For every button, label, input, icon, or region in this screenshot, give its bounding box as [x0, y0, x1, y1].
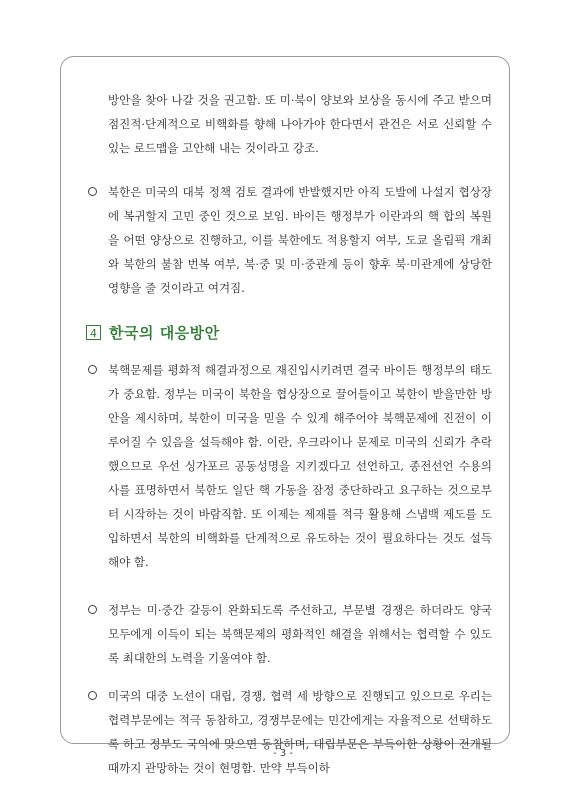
section-number-box: 4 — [86, 325, 101, 340]
bullet-text: 미국의 대중 노선이 대립, 경쟁, 협력 세 방향으로 진행되고 있으므로 우리는 협력부문에는 적극 동참하고, 경쟁부문에는 민간에게는 자율적으로 선택하도록 하고 정부도 국익에 맞으면 동참하며, 대립부문은 부득이한 상황이 전개될 때까지 관망하는 것이 현명함. 만약 부득이하 — [108, 689, 492, 775]
bullet-item — [82, 180, 492, 300]
hollow-circle-bullet-icon — [88, 605, 97, 614]
bullet-item — [82, 598, 492, 670]
page-number: - 3 - — [273, 748, 293, 759]
bullet-text: 북한은 미국의 대북 정책 검토 결과에 반발했지만 아직 도발에 나설지 협상장에 복귀할지 고민 중인 것으로 보임. 바이든 행정부가 이란과의 핵 합의 복원을 어떤 양상으로 진행하고, 이를 북한에도 적용할지 여부, 도쿄 올림픽 개최와 북한의 불참 번복 여부, 북·중 및 미·중관계 등이 향후 북·미관계에 상당한 영향을 줄 것이라고 여겨짐. — [108, 185, 492, 295]
hollow-circle-bullet-icon — [88, 691, 97, 700]
bullet-text: 정부는 미·중간 갈등이 완화되도록 주선하고, 부문별 경쟁은 하더라도 양국 모두에게 이득이 되는 북핵문제의 평화적인 해결을 위해서는 협력할 수 있도록 최대한의 노력을 기울여야 함. — [108, 603, 492, 665]
bullet-item — [82, 684, 492, 780]
continued-paragraph: 방안을 찾아 나갈 것을 권고함. 또 미·북이 양보와 보상을 동시에 주고 받으며 점진적·단계적으로 비핵화를 향해 나아가야 한다면서 관건은 서로 신뢰할 수 있는 로드맵을 고안해 내는 것이라고 강조. — [108, 93, 492, 155]
hollow-circle-bullet-icon — [88, 365, 97, 374]
bullet-item — [82, 358, 492, 574]
hollow-circle-bullet-icon — [88, 187, 97, 196]
document-body — [82, 88, 492, 780]
section-heading — [86, 320, 492, 344]
section-title: 한국의 대응방안 — [109, 323, 220, 342]
bullet-text: 북핵문제를 평화적 해결과정으로 재진입시키려면 결국 바이든 행정부의 태도가 중요함. 정부는 미국이 북한을 협상장으로 끌어들이고 북한이 받을만한 방안을 제시하며, 북한이 미국을 믿을 수 있게 해주어야 북핵문제에 진전이 이루어질 수 있음을 설득해야 함. 이란, 우크라이나 문제로 미국의 신뢰가 추락했으므로 우선 싱가포르 공동성명을 지키겠다고 선언하고, 종전선언 수용의사를 표명하면서 북한도 일단 핵 가동을 잠정 중단하라고 요구하는 것으로부터 시작하는 것이 바람직함. 또 이제는 제재를 적극 활용해 스냅백 제도를 도입하면서 북한의 비핵화를 단계적으로 유도하는 것이 필요하다는 것도 설득해야 함. — [108, 363, 492, 569]
